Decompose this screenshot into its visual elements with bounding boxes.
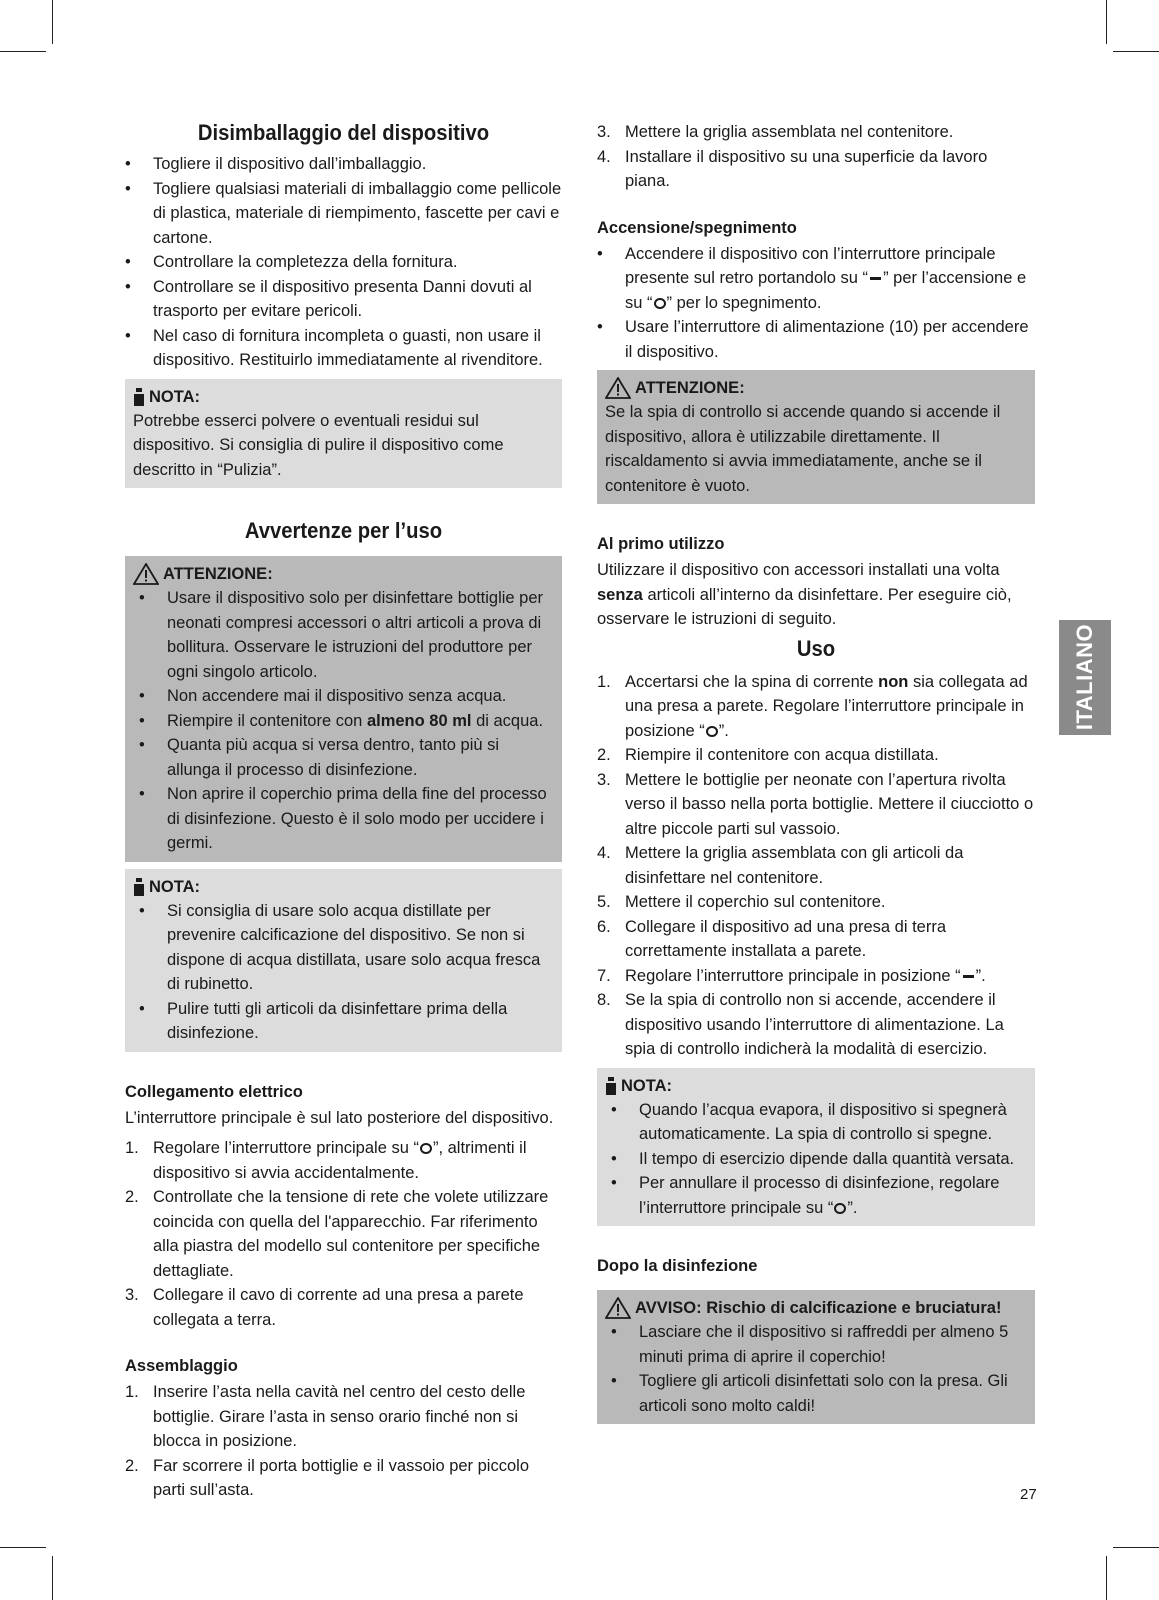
page-number: 27 bbox=[1020, 1486, 1037, 1503]
crop-mark bbox=[0, 51, 46, 52]
warning-triangle-icon bbox=[605, 1297, 631, 1319]
list-item: 6. Collegare il dispositivo ad una presa di terra correttamente installata a parete. bbox=[597, 917, 947, 960]
note-text: Potrebbe esserci polvere o eventuali residui sul dispositivo. Si consiglia di pulire il dispositivo come descritto in “Pulizia”. bbox=[133, 411, 504, 479]
list-item: 7. Regolare l’interruttore principale in posizione “ ”. bbox=[597, 966, 986, 985]
heading-electrical: Collegamento elettrico bbox=[125, 1082, 303, 1101]
list-item: 8. Se la spia di controllo non si accende, accendere il dispositivo usando l’interruttore di alimentazione. La spia di controllo indicherà la modalità di esercizio. bbox=[597, 991, 1004, 1058]
crop-mark bbox=[0, 1547, 46, 1548]
crop-mark bbox=[1113, 1547, 1159, 1548]
list-item: • Pulire tutti gli articoli da disinfettare prima della disinfezione. bbox=[133, 997, 554, 1046]
list-item: 2. Controllate che la tensione di rete che volete utilizzare coincida con quella del l'apparecchio. Far riferimento alla piastra del modello sul contenitore per specifiche dettagliate. bbox=[125, 1188, 549, 1280]
list-item: 1. Accertarsi che la spina di corrente non sia collegata ad una presa a parete. Regolare l’interruttore principale in posizione “ ”. bbox=[597, 672, 1028, 740]
list-item: • Non aprire il coperchio prima della fine del processo di disinfezione. Questo è il solo modo per uccidere i germi. bbox=[133, 782, 554, 856]
warning-label: AVVISO: Rischio di calcificazione e bruciatura! bbox=[635, 1299, 1002, 1317]
attention-box bbox=[597, 370, 1035, 504]
attention-label: ATTENZIONE: bbox=[163, 565, 273, 583]
list-item: • Lasciare che il dispositivo si raffreddi per almeno 5 minuti prima di aprire il coperchio! bbox=[605, 1320, 1027, 1369]
power-off-symbol bbox=[834, 1203, 846, 1214]
list-item: 3. Mettere la griglia assemblata nel contenitore. bbox=[597, 123, 954, 141]
list-item: 1. Inserire l’asta nella cavità nel centro del cesto delle bottiglie. Girare l’asta in senso orario finché non si blocca in posizione. bbox=[125, 1383, 526, 1450]
crop-mark bbox=[1106, 0, 1107, 44]
attention-text: Se la spia di controllo si accende quando si accende il dispositivo, allora è utilizzabile direttamente. Il riscaldamento si avvia immediatamente, anche se il contenitore è vuoto. bbox=[605, 403, 1001, 495]
crop-mark bbox=[1106, 1556, 1107, 1600]
attention-label: ATTENZIONE: bbox=[635, 379, 745, 397]
list-item: 5. Mettere il coperchio sul contenitore. bbox=[597, 893, 886, 911]
attention-list bbox=[133, 586, 554, 856]
first-use-text: Utilizzare il dispositivo con accessori installati una volta senza articoli all’interno da disinfettare. Per eseguire ciò, osservare le istruzioni di seguito. bbox=[597, 561, 1012, 628]
right-column bbox=[597, 118, 1035, 1424]
power-on-symbol bbox=[963, 975, 974, 978]
note-label: NOTA: bbox=[621, 1076, 673, 1095]
warning-list bbox=[605, 1320, 1027, 1418]
section-title-unpacking: Disimballaggio del dispositivo bbox=[197, 120, 490, 145]
note-box bbox=[125, 379, 562, 489]
note-heading bbox=[605, 1074, 1027, 1098]
note-box bbox=[125, 869, 562, 1052]
list-item: • Usare l’interruttore di alimentazione (10) per accendere il dispositivo. bbox=[597, 315, 1035, 364]
power-list bbox=[597, 242, 1035, 365]
list-item: • Togliere il dispositivo dall’imballaggio. bbox=[125, 152, 562, 177]
heading-first-use: Al primo utilizzo bbox=[597, 535, 725, 553]
heading-after-disinfection: Dopo la disinfezione bbox=[597, 1257, 758, 1275]
warning-triangle-icon bbox=[605, 377, 631, 399]
list-item: • Accendere il dispositivo con l’interruttore principale presente sul retro portandolo su “ ” per l’accensione e su “ ” per lo spegnimento. bbox=[597, 242, 1035, 316]
section-title-warnings: Avvertenze per l’uso bbox=[244, 518, 443, 543]
list-item: • Controllare se il dispositivo presenta Danni dovuti al trasporto per evitare pericoli. bbox=[125, 275, 562, 324]
crop-mark bbox=[52, 0, 53, 44]
list-item: • Il tempo di esercizio dipende dalla quantità versata. bbox=[605, 1147, 1027, 1172]
list-item: 4. Installare il dispositivo su una superficie da lavoro piana. bbox=[597, 147, 988, 190]
list-item: • Non accendere mai il dispositivo senza acqua. bbox=[133, 684, 554, 709]
note-label: NOTA: bbox=[149, 877, 201, 896]
assembly-steps-continued bbox=[597, 120, 1035, 194]
attention-heading bbox=[605, 376, 1027, 400]
list-item: 3. Mettere le bottiglie per neonate con l’apertura rivolta verso il basso nella porta bottiglie. Mettere il ciucciotto o altre piccole parti sul vassoio. bbox=[597, 770, 1034, 838]
power-off-symbol bbox=[420, 1143, 432, 1154]
note-label: NOTA: bbox=[149, 387, 201, 406]
section-title-use: Uso bbox=[796, 635, 836, 661]
crop-mark bbox=[52, 1556, 53, 1600]
electrical-intro: L’interruttore principale è sul lato posteriore del dispositivo. bbox=[125, 1108, 554, 1127]
power-off-symbol bbox=[706, 726, 718, 737]
list-item: • Quando l’acqua evapora, il dispositivo si spegnerà automaticamente. La spia di controllo si spegne. bbox=[605, 1098, 1027, 1147]
note-list bbox=[133, 899, 554, 1046]
attention-box bbox=[125, 556, 562, 862]
note-box bbox=[597, 1068, 1035, 1227]
info-icon bbox=[605, 1077, 617, 1095]
list-item: • Riempire il contenitore con almeno 80 ml di acqua. bbox=[133, 709, 554, 734]
warning-box bbox=[597, 1290, 1035, 1424]
warning-triangle-icon bbox=[133, 563, 159, 585]
heading-power: Accensione/spegnimento bbox=[597, 218, 797, 237]
list-item: 4. Mettere la griglia assemblata con gli articoli da disinfettare nel contenitore. bbox=[597, 844, 964, 887]
list-item: • Nel caso di fornitura incompleta o guasti, non usare il dispositivo. Restituirlo immediatamente al rivenditore. bbox=[125, 324, 562, 373]
list-item: • Per annullare il processo di disinfezione, regolare l’interruttore principale su “ ”. bbox=[605, 1171, 1027, 1220]
list-item: • Quanta più acqua si versa dentro, tanto più si allunga il processo di disinfezione. bbox=[133, 733, 554, 782]
list-item: 2. Far scorrere il porta bottiglie e il vassoio per piccolo parti sull’asta. bbox=[125, 1456, 529, 1499]
list-item: 2. Riempire il contenitore con acqua distillata. bbox=[597, 746, 939, 764]
left-column bbox=[125, 118, 562, 1503]
list-item: • Usare il dispositivo solo per disinfettare bottiglie per neonati compresi accessori o altri articoli a prova di bollitura. Osservare le istruzioni del produttore per ogni singolo articolo. bbox=[133, 586, 554, 684]
info-icon bbox=[133, 388, 145, 406]
note-list bbox=[605, 1098, 1027, 1221]
power-on-symbol bbox=[870, 277, 881, 280]
attention-heading bbox=[133, 562, 554, 586]
list-item: • Togliere gli articoli disinfettati solo con la presa. Gli articoli sono molto caldi! bbox=[605, 1369, 1027, 1418]
language-tab bbox=[1059, 620, 1111, 735]
use-steps bbox=[597, 670, 1035, 1062]
unpacking-list bbox=[125, 152, 562, 373]
note-heading bbox=[133, 875, 554, 899]
electrical-steps bbox=[125, 1136, 562, 1332]
assembly-steps bbox=[125, 1380, 562, 1503]
language-label: ITALIANO bbox=[1071, 623, 1097, 731]
list-item: 3. Collegare il cavo di corrente ad una presa a parete collegata a terra. bbox=[125, 1286, 524, 1329]
note-heading bbox=[133, 385, 554, 409]
warning-heading bbox=[605, 1296, 1027, 1320]
power-off-symbol bbox=[654, 298, 666, 309]
crop-mark bbox=[1113, 51, 1159, 52]
heading-assembly: Assemblaggio bbox=[125, 1357, 238, 1375]
list-item: • Controllare la completezza della fornitura. bbox=[125, 250, 562, 275]
list-item: • Togliere qualsiasi materiali di imballaggio come pellicole di plastica, materiale di riempimento, fascette per cavi e cartone. bbox=[125, 177, 562, 251]
list-item: • Si consiglia di usare solo acqua distillate per prevenire calcificazione del dispositivo. Se non si dispone di acqua distillata, usare solo acqua fresca di rubinetto. bbox=[133, 899, 554, 997]
info-icon bbox=[133, 878, 145, 896]
list-item: 1. Regolare l’interruttore principale su “ ”, altrimenti il dispositivo si avvia accidentalmente. bbox=[125, 1139, 527, 1182]
